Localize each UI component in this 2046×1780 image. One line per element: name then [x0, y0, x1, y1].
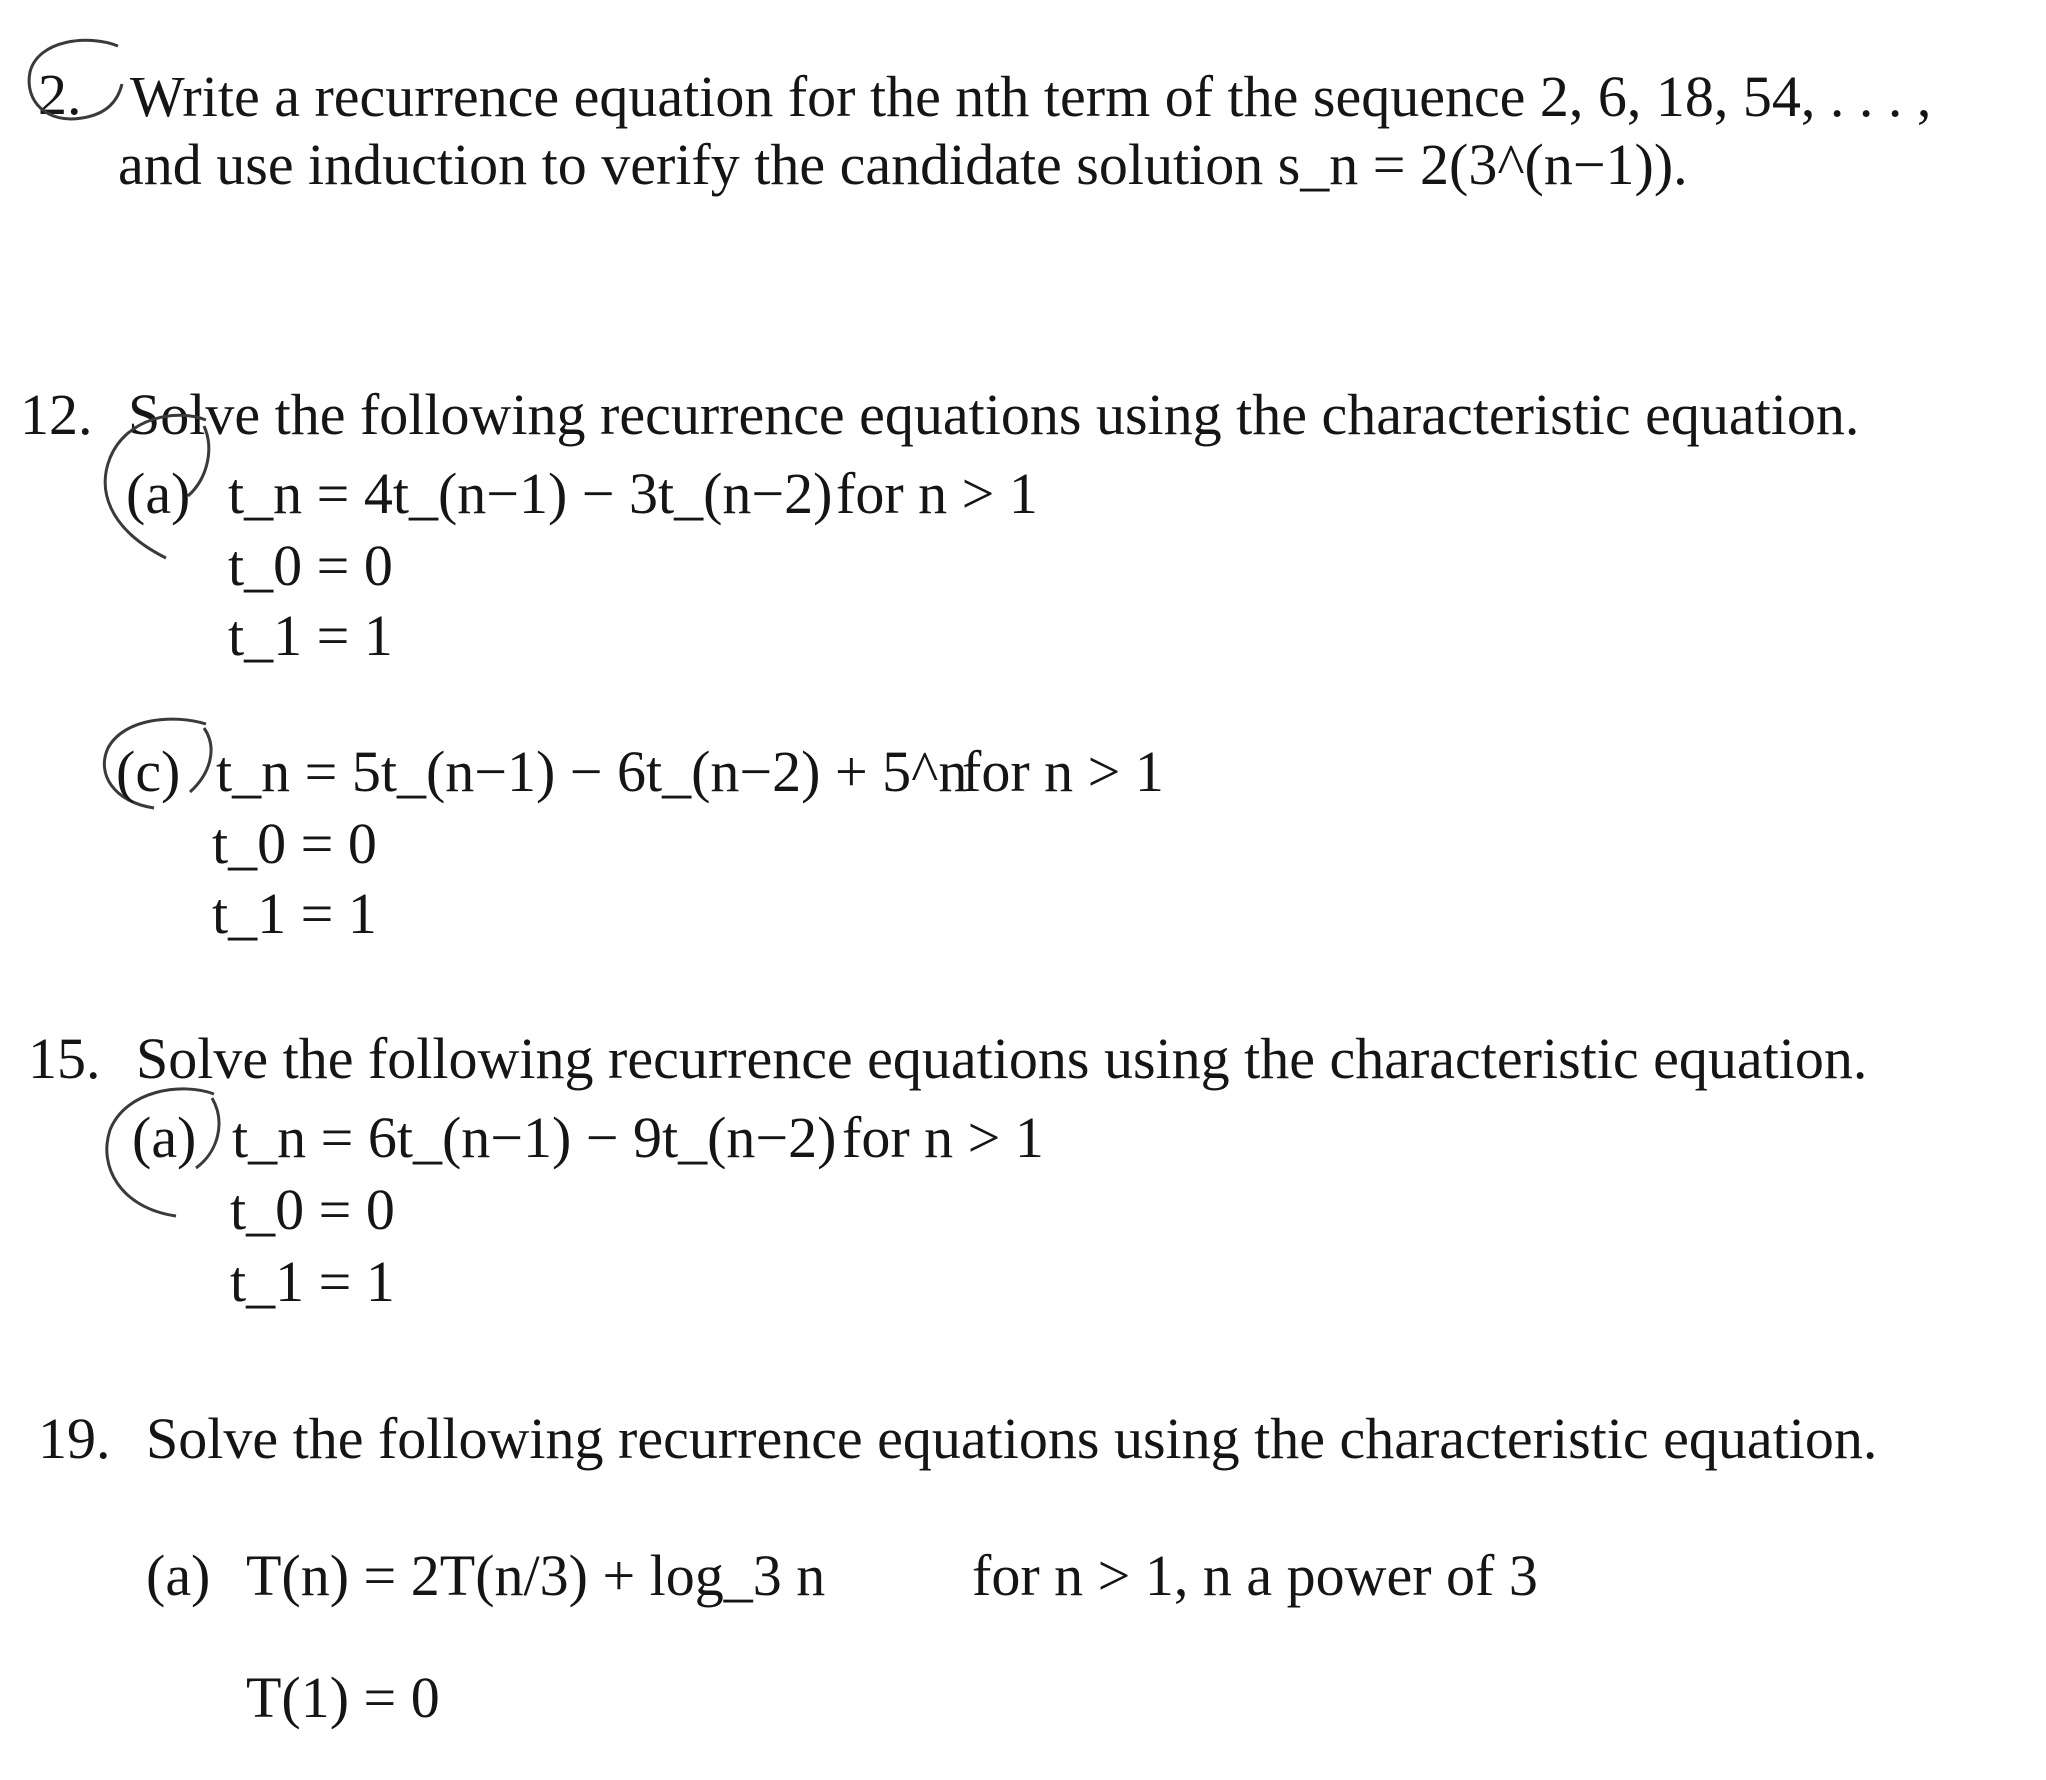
problem-19-number: 19.	[38, 1406, 111, 1471]
problem-15-title: Solve the following recurrence equations using the characteristic equation.	[136, 1026, 1868, 1091]
problem-2-number: 2.	[38, 62, 82, 127]
problem-2-line2: and use induction to verify the candidate solution s_n = 2(3^(n−1)).	[118, 132, 1688, 197]
p15-part-a-initial-1: t_1 = 1	[230, 1249, 395, 1314]
problem-19-title: Solve the following recurrence equations using the characteristic equation.	[146, 1406, 1878, 1471]
p15-part-a-label: (a)	[132, 1105, 197, 1170]
p12-part-a-label: (a)	[126, 461, 191, 526]
p12-part-a-initial-0: t_0 = 0	[228, 533, 393, 598]
p12-part-a-condition: for n > 1	[836, 461, 1038, 526]
p12-part-c-label: (c)	[116, 739, 181, 804]
problem-2-line1: Write a recurrence equation for the nth term of the sequence 2, 6, 18, 54, . . . ,	[130, 64, 1932, 129]
p19-part-a-condition: for n > 1, n a power of 3	[972, 1543, 1538, 1608]
p12-part-c-initial-0: t_0 = 0	[212, 811, 377, 876]
p19-part-a-initial-0: T(1) = 0	[246, 1665, 440, 1730]
p12-part-c-initial-1: t_1 = 1	[212, 881, 377, 946]
problem-15-number: 15.	[28, 1026, 101, 1091]
problem-12-number: 12.	[20, 382, 93, 447]
p15-part-a-condition: for n > 1	[842, 1105, 1044, 1170]
p15-part-a-initial-0: t_0 = 0	[230, 1177, 395, 1242]
problem-12-title: Solve the following recurrence equations using the characteristic equation.	[128, 382, 1860, 447]
p15-part-a-equation: t_n = 6t_(n−1) − 9t_(n−2)	[232, 1105, 837, 1170]
p19-part-a-equation: T(n) = 2T(n/3) + log_3 n	[246, 1543, 826, 1608]
p12-part-c-equation: t_n = 5t_(n−1) − 6t_(n−2) + 5^n	[216, 739, 968, 804]
p12-part-a-equation: t_n = 4t_(n−1) − 3t_(n−2)	[228, 461, 833, 526]
p12-part-a-initial-1: t_1 = 1	[228, 603, 393, 668]
p19-part-a-label: (a)	[146, 1543, 211, 1608]
p12-part-c-condition: for n > 1	[962, 739, 1164, 804]
